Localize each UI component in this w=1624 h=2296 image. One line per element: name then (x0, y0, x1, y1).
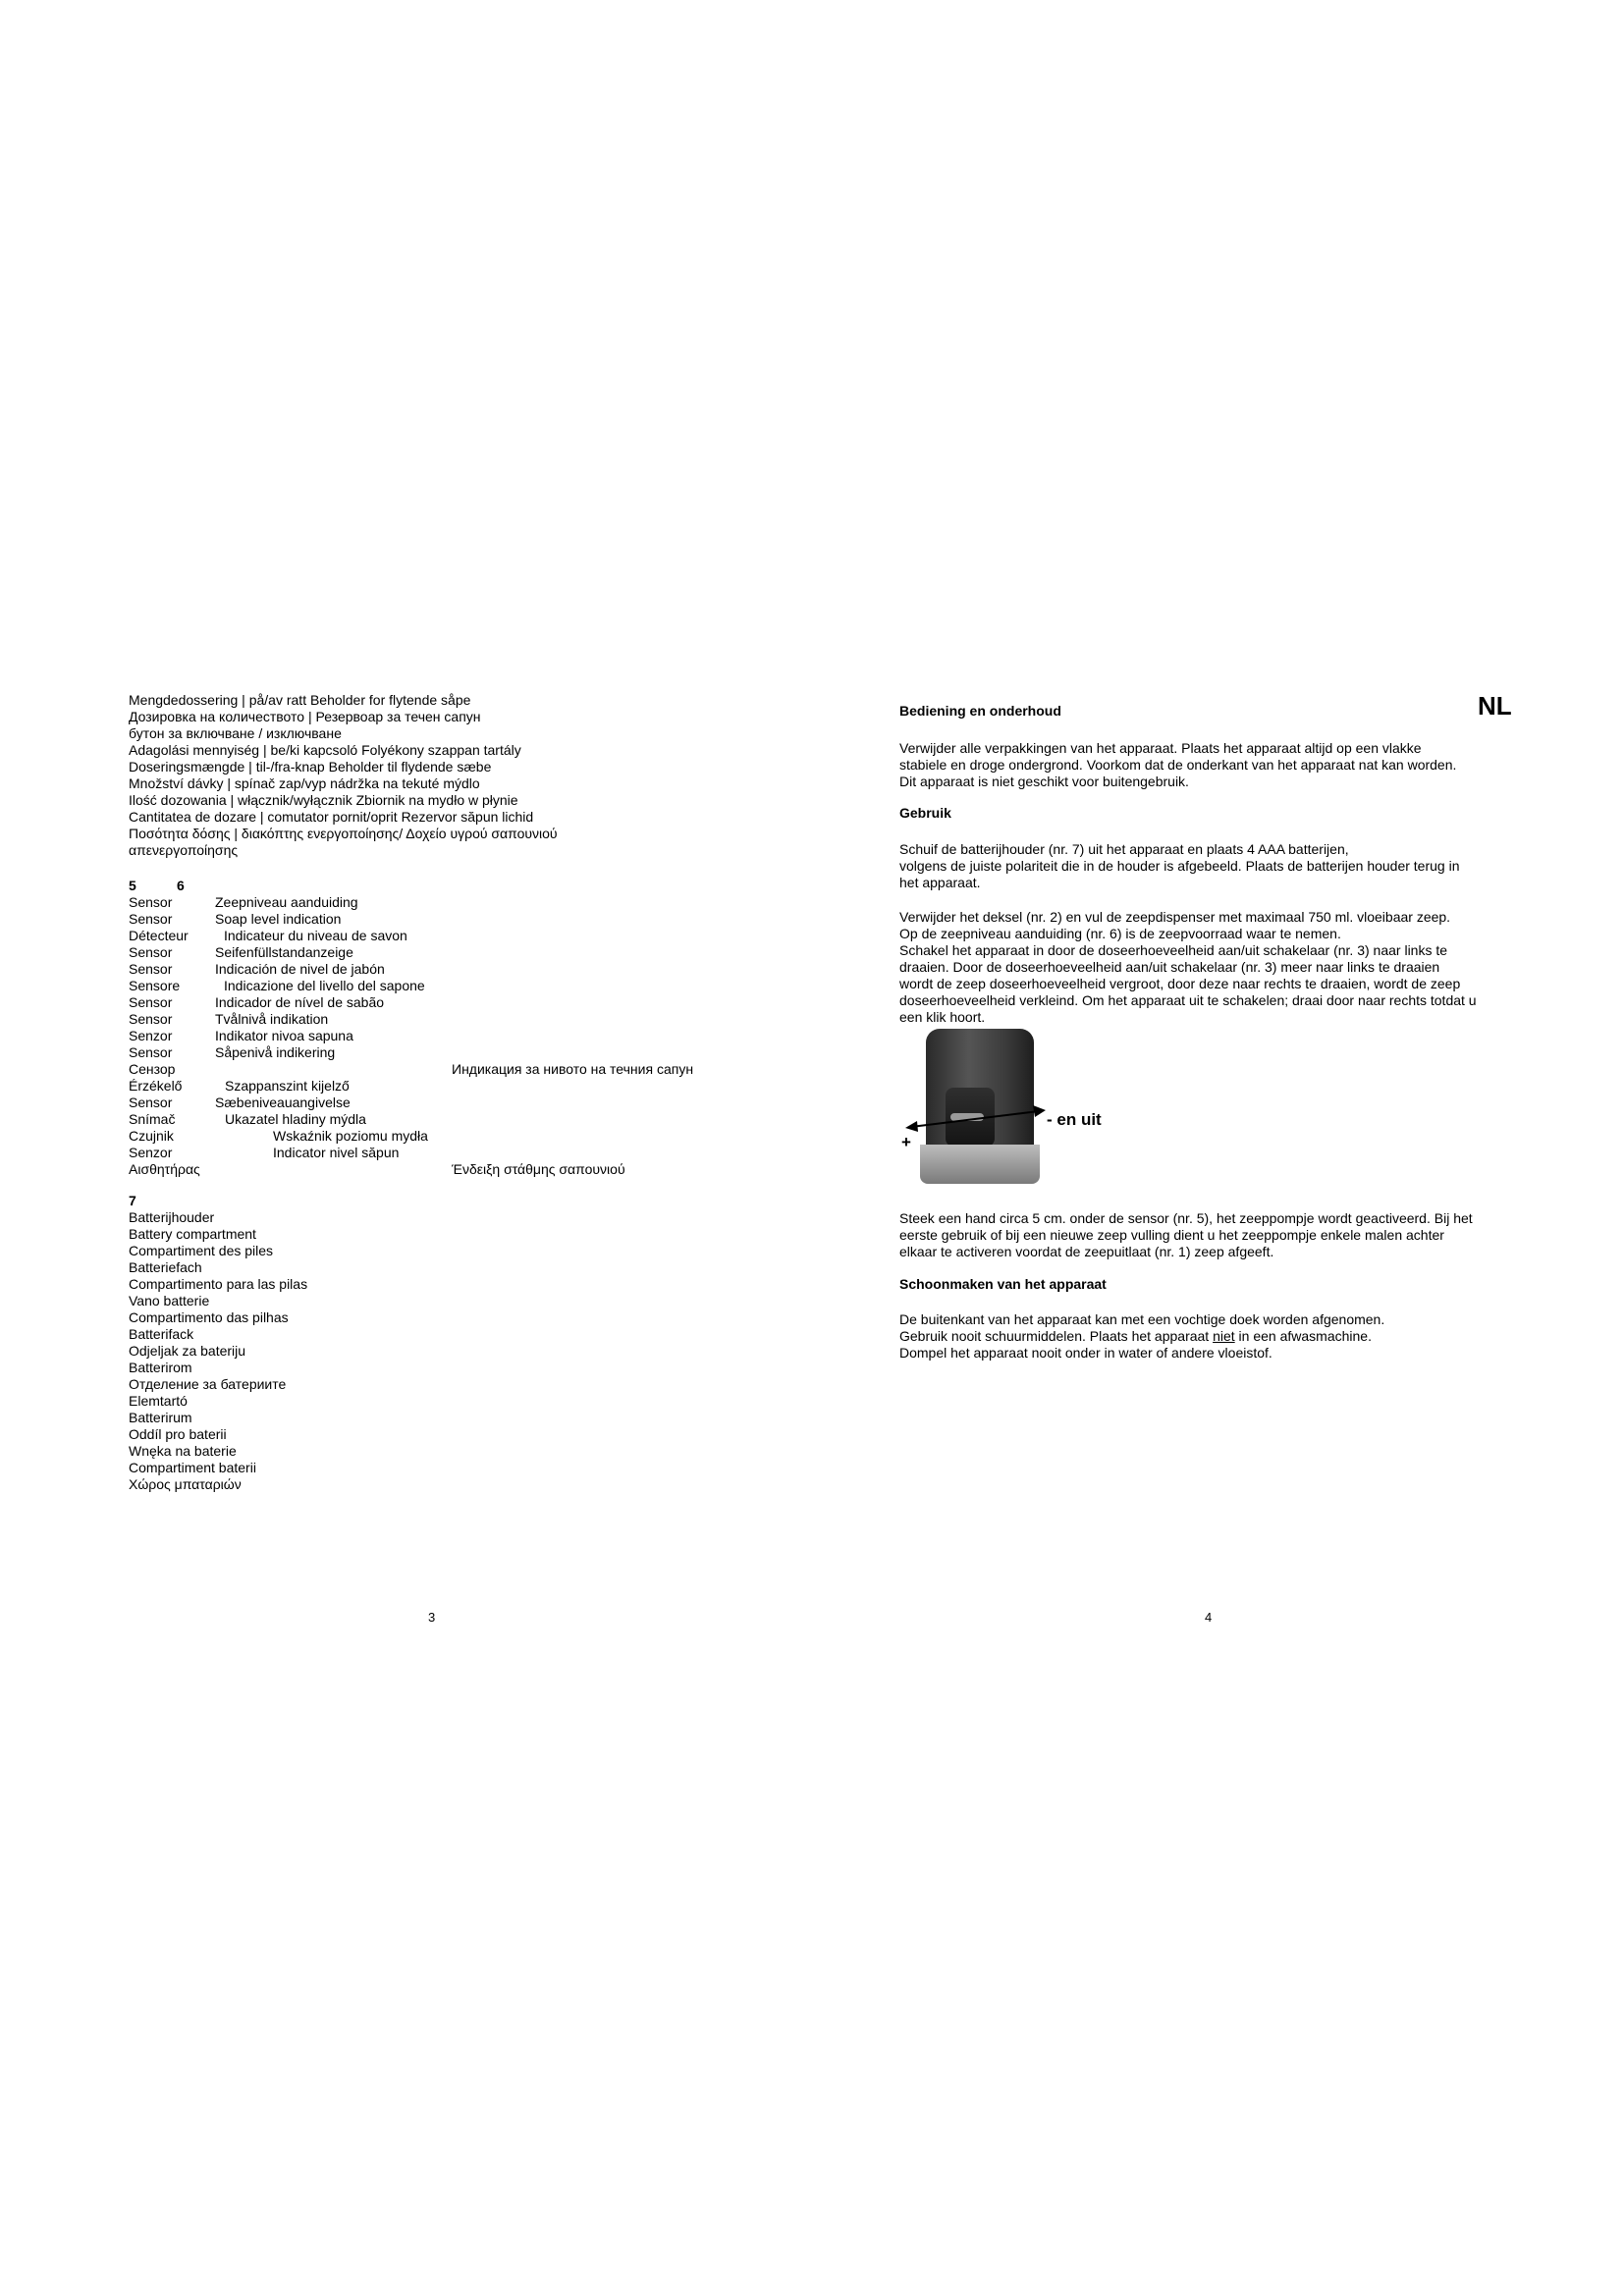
soap-level-text: Indikator nivoa sapuna (215, 1028, 353, 1043)
dispenser-base (920, 1145, 1040, 1184)
figure-label-plus: + (901, 1133, 911, 1151)
soap-level-text: Indicateur du niveau de savon (224, 928, 407, 943)
text-line: stabiele en droge ondergrond. Voorkom dat de onderkant van het apparaat nat kan worden. (899, 757, 1457, 773)
text-line: Compartiment des piles (129, 1243, 274, 1258)
sensor-word: Senzor (129, 1028, 173, 1043)
text-line: Verwijder het deksel (nr. 2) en vul de zeepdispenser met maximaal 750 ml. vloeibaar zeep. (899, 909, 1451, 925)
text-line: draaien. Door de doseerhoeveelheid aan/uit schakelaar (nr. 3) meer naar links te draaien (899, 959, 1440, 975)
soap-level-text: Indicación de nivel de jabón (215, 961, 385, 977)
text-line: Дозировка на количеството | Резервоар за течен сапун (129, 709, 481, 724)
soap-level-text: Indicazione del livello del sapone (224, 978, 425, 993)
text-line: volgens de juiste polariteit die in de houder is afgebeeld. Plaats de batterijen houder terug in (899, 858, 1460, 874)
dosing-paragraph (899, 909, 1477, 1026)
text-line: Batteriefach (129, 1259, 202, 1275)
battery-compartment-block (129, 1209, 307, 1493)
text-segment: Gebruik nooit schuurmiddelen. Plaats het apparaat (899, 1328, 1214, 1344)
text-line: doseerhoeveelheid verkleind. Om het apparaat uit te schakelen; draai door naar rechts totdat u (899, 992, 1477, 1008)
sensor-word: Sensor (129, 994, 173, 1010)
sensor-word: Sensor (129, 1011, 173, 1027)
sensor-word: Snímač (129, 1111, 176, 1127)
text-line (899, 1328, 1384, 1345)
heading-cleaning: Schoonmaken van het apparaat (899, 1276, 1107, 1292)
emphasis-underline: niet (1213, 1328, 1235, 1344)
text-line: Mengdedossering | på/av ratt Beholder for flytende såpe (129, 692, 471, 708)
text-line: eerste gebruik of bij een nieuwe zeep vulling dient u het zeeppompje enkele malen achter (899, 1227, 1444, 1243)
soap-level-text: Ένδειξη στάθμης σαπουνιού (452, 1161, 625, 1177)
text-line: Compartiment baterii (129, 1460, 256, 1475)
heading-use: Gebruik (899, 805, 951, 821)
text-line: Oddíl pro baterii (129, 1426, 227, 1442)
text-line: Отделение за батериите (129, 1376, 287, 1392)
text-line: Batterifack (129, 1326, 194, 1342)
text-line: Wnęka na baterie (129, 1443, 237, 1459)
soap-level-text: Tvålnivå indikation (215, 1011, 329, 1027)
text-line: De buitenkant van het apparaat kan met een vochtige doek worden afgenomen. (899, 1311, 1385, 1327)
sensor-word: Sensor (129, 944, 173, 960)
section-number-7: 7 (129, 1193, 136, 1208)
multilingual-dosing-block (129, 692, 558, 859)
text-line: Batterirum (129, 1410, 192, 1425)
sensor-word: Sensor (129, 894, 173, 910)
battery-paragraph (899, 841, 1460, 891)
soap-level-text: Indicator nivel săpun (273, 1145, 400, 1160)
sensor-word: Sensore (129, 978, 181, 993)
soap-level-text: Soap level indication (215, 911, 342, 927)
soap-level-text: Seifenfüllstandanzeige (215, 944, 353, 960)
text-line: wordt de zeep doseerhoeveelheid vergroot, door deze naar rechts te draaien, wordt de zeep (899, 976, 1461, 991)
text-line: Doseringsmængde | til-/fra-knap Beholder til flydende sæbe (129, 759, 492, 774)
text-line: Op de zeepniveau aanduiding (nr. 6) is de zeepvoorraad waar te nemen. (899, 926, 1341, 941)
text-line: Compartimento das pilhas (129, 1309, 289, 1325)
text-line: Ilość dozowania | włącznik/wyłącznik Zbiornik na mydło w płynie (129, 792, 518, 808)
text-line: Schakel het apparaat in door de doseerhoeveelheid aan/uit schakelaar (nr. 3) naar links te (899, 942, 1448, 958)
soap-level-text: Szappanszint kijelző (225, 1078, 350, 1094)
text-line: Ποσότητα δόσης | διακόπτης ενεργοποίησης/ Δοχείο υγρού σαπουνιού (129, 826, 558, 841)
text-line: het apparaat. (899, 875, 981, 890)
sensor-word: Senzor (129, 1145, 173, 1160)
text-line: Adagolási mennyiség | be/ki kapcsoló Folyékony szappan tartály (129, 742, 521, 758)
text-line: Dompel het apparaat nooit onder in water of andere vloeistof. (899, 1345, 1272, 1361)
sensor-word: Détecteur (129, 928, 189, 943)
text-line: elkaar te activeren voordat de zeepuitlaat (nr. 1) zeep afgeeft. (899, 1244, 1274, 1259)
intro-paragraph (899, 740, 1456, 790)
soap-level-text: Såpenivå indikering (215, 1044, 336, 1060)
text-line: Cantitatea de dozare | comutator pornit/oprit Rezervor săpun lichid (129, 809, 534, 825)
sensor-word: Czujnik (129, 1128, 174, 1144)
text-line: Battery compartment (129, 1226, 256, 1242)
text-line: Dit apparaat is niet geschikt voor buitengebruik. (899, 774, 1189, 789)
text-line: Steek een hand circa 5 cm. onder de sensor (nr. 5), het zeeppompje wordt geactiveerd. Bij het (899, 1210, 1473, 1226)
text-line: Množství dávky | spínač zap/vyp nádržka na tekuté mýdlo (129, 775, 480, 791)
text-line: бутон за включване / изключване (129, 725, 342, 741)
soap-level-text: Wskaźnik poziomu mydła (273, 1128, 428, 1144)
soap-level-text: Zeepniveau aanduiding (215, 894, 358, 910)
sensor-word: Sensor (129, 911, 173, 927)
sensor-word-column (129, 894, 200, 1178)
text-line: Schuif de batterijhouder (nr. 7) uit het apparaat en plaats 4 AAA batterijen, (899, 841, 1349, 857)
text-line: Compartimento para las pilas (129, 1276, 308, 1292)
soap-level-text: Ukazatel hladiny mýdla (225, 1111, 366, 1127)
language-code: NL (1478, 691, 1512, 721)
section-number-6: 6 (177, 878, 185, 893)
double-arrow-icon (903, 1099, 1051, 1139)
page-number-left: 3 (428, 1610, 436, 1625)
sensor-word: Érzékelő (129, 1078, 183, 1094)
heading-operation-maintenance: Bediening en onderhoud (899, 703, 1061, 719)
sensor-word: Сензор (129, 1061, 176, 1077)
sensor-paragraph (899, 1210, 1473, 1260)
sensor-word: Sensor (129, 1044, 173, 1060)
text-line: Batterirom (129, 1360, 192, 1375)
page-number-right: 4 (1205, 1610, 1213, 1625)
text-line: Verwijder alle verpakkingen van het apparaat. Plaats het apparaat altijd op een vlakke (899, 740, 1422, 756)
figure-label-off: - en uit (1047, 1110, 1102, 1129)
text-line: απενεργοποίησης (129, 842, 239, 858)
text-line: Elemtartó (129, 1393, 188, 1409)
section-number-5: 5 (129, 878, 136, 893)
soap-level-text: Индикация за нивото на течния сапун (452, 1061, 694, 1077)
soap-level-text: Sæbeniveauangivelse (215, 1095, 351, 1110)
sensor-word: Sensor (129, 1095, 173, 1110)
sensor-word: Αισθητήρας (129, 1161, 200, 1177)
text-line: Batterijhouder (129, 1209, 215, 1225)
text-segment: in een afwasmachine. (1234, 1328, 1372, 1344)
sensor-word: Sensor (129, 961, 173, 977)
cleaning-paragraph (899, 1311, 1384, 1362)
soap-level-text: Indicador de nível de sabão (215, 994, 385, 1010)
text-line: een klik hoort. (899, 1009, 986, 1025)
text-line: Odjeljak za bateriju (129, 1343, 246, 1359)
text-line: Vano batterie (129, 1293, 210, 1308)
text-line: Χώρος μπαταριών (129, 1476, 242, 1492)
